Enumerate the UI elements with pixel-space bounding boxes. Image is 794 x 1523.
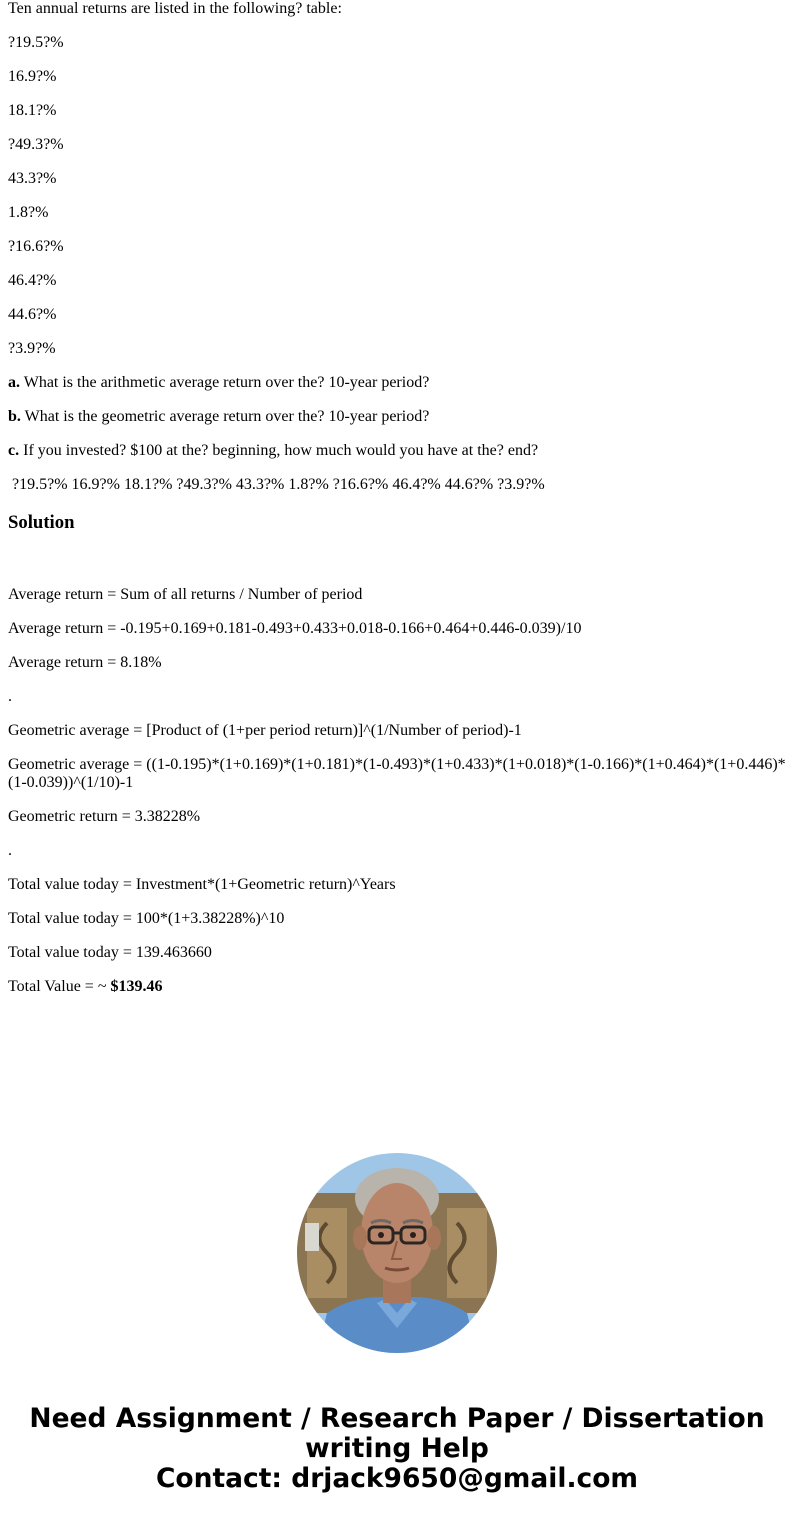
question-intro: Ten annual returns are listed in the following? table:	[8, 0, 342, 17]
part-label: c.	[8, 442, 20, 459]
solution-line: Average return = Sum of all returns / Number of period	[8, 586, 363, 603]
footer-contact	[0, 1404, 794, 1494]
solution-line: .	[8, 842, 12, 859]
question-part-c	[8, 442, 786, 460]
return-value: 1.8?%	[8, 204, 49, 221]
solution-heading: Solution	[8, 512, 75, 533]
question-part-a	[8, 374, 786, 392]
footer-line-3: Contact: drjack9650@gmail.com	[155, 1463, 639, 1494]
final-answer-prefix: Total Value = ~	[8, 978, 111, 995]
solution-line: Geometric average = ((1-0.195)*(1+0.169)*(1+0.181)*(1-0.493)*(1+0.433)*(1+0.018)*(1-0.166)*(1+0.464)*(1+0.446)*(1-0.039))^(1/10)-1	[8, 756, 786, 791]
part-label: b.	[8, 408, 21, 425]
solution-line: Total value today = 139.463660	[8, 944, 212, 961]
return-value: 44.6?%	[8, 306, 57, 323]
return-value: 16.9?%	[8, 68, 57, 85]
footer-line-2: writing Help	[305, 1433, 489, 1464]
author-avatar	[297, 1153, 497, 1353]
solution-line: .	[8, 688, 12, 705]
return-value: 43.3?%	[8, 170, 57, 187]
part-text: What is the geometric average return over the? 10-year period?	[20, 408, 430, 425]
final-answer-value: $139.46	[110, 978, 163, 995]
return-value: ?16.6?%	[8, 238, 64, 255]
part-label: a.	[8, 374, 20, 391]
solution-line: Geometric average = [Product of (1+per period return)]^(1/Number of period)-1	[8, 722, 522, 739]
return-value: 46.4?%	[8, 272, 57, 289]
return-value: ?3.9?%	[8, 340, 56, 357]
part-text: If you invested? $100 at the? beginning, how much would you have at the? end?	[19, 442, 539, 459]
return-value: ?49.3?%	[8, 136, 64, 153]
part-text: What is the arithmetic average return over the? 10-year period?	[20, 374, 430, 391]
solution-line: Total value today = Investment*(1+Geometric return)^Years	[8, 876, 396, 893]
solution-line: Average return = -0.195+0.169+0.181-0.493+0.433+0.018-0.166+0.464+0.446-0.039)/10	[8, 620, 582, 637]
return-value: ?19.5?%	[8, 34, 64, 51]
footer-line-1: Need Assignment / Research Paper / Dissertation	[29, 1403, 765, 1434]
question-part-b	[8, 408, 786, 426]
solution-line: Average return = 8.18%	[8, 654, 162, 671]
solution-line: Total value today = 100*(1+3.38228%)^10	[8, 910, 285, 927]
return-value: 18.1?%	[8, 102, 57, 119]
returns-table-row: ?19.5?% 16.9?% 18.1?% ?49.3?% 43.3?% 1.8?% ?16.6?% 46.4?% 44.6?% ?3.9?%	[8, 476, 545, 493]
solution-line: Geometric return = 3.38228%	[8, 808, 201, 825]
final-answer	[8, 978, 786, 996]
